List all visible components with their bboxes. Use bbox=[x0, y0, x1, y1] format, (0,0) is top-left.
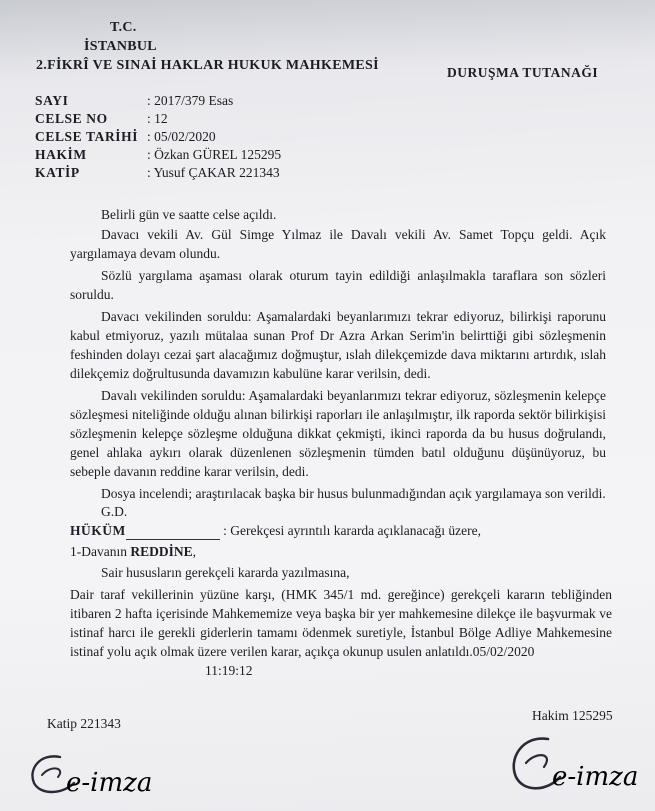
paragraph-final-words: Sözlü yargılama aşaması olarak oturum tayin edildiği anlaşılmakla taraflara son sözleri soruldu. bbox=[70, 268, 606, 302]
hukum-sair: Sair hususların gerekçeli kararda yazılmasına, bbox=[101, 565, 350, 580]
hukum-reason: : Gerekçesi ayrıntılı kararda açıklanacağı üzere, bbox=[223, 523, 481, 538]
paragraph-attendance: Davacı vekili Av. Gül Simge Yılmaz ile Davalı vekili Av. Samet Topçu geldi. Açık yargılamaya devam olundu. bbox=[70, 227, 606, 261]
katip-signature-label: Katip 221343 bbox=[47, 716, 121, 731]
gd-marker: G.D. bbox=[101, 504, 128, 519]
session-body bbox=[70, 205, 606, 503]
hukum-item-prefix: 1-Davanın bbox=[70, 544, 131, 559]
hukum-row bbox=[70, 521, 481, 540]
katip-e-signature-text: e-imza bbox=[66, 768, 153, 798]
hukum-label: HÜKÜM bbox=[70, 523, 126, 538]
header-tc: T.C. bbox=[110, 20, 137, 35]
hukum-item-suffix: , bbox=[192, 544, 196, 559]
meta-label-celse-no: CELSE NO bbox=[35, 111, 108, 126]
hukum-time: 11:19:12 bbox=[205, 663, 253, 678]
hakim-e-signature bbox=[500, 725, 650, 805]
meta-label-katip: KATİP bbox=[35, 165, 80, 180]
hukum-item-1 bbox=[70, 542, 196, 561]
hukum-item-verdict: REDDİNE bbox=[130, 544, 193, 559]
meta-value-celse-tarihi: : 05/02/2020 bbox=[147, 129, 216, 144]
hukum-final bbox=[70, 585, 612, 661]
court-name: 2.FİKRÎ VE SINAİ HAKLAR HUKUK MAHKEMESİ bbox=[36, 58, 379, 73]
meta-label-celse-tarihi: CELSE TARİHİ bbox=[35, 129, 139, 144]
paragraph-opening: Belirli gün ve saatte celse açıldı. bbox=[101, 207, 277, 222]
meta-value-sayi: : 2017/379 Esas bbox=[147, 93, 234, 108]
meta-value-hakim: : Özkan GÜREL 125295 bbox=[147, 147, 282, 162]
paragraph-defendant: Davalı vekilinden soruldu: Aşamalardaki beyanlarımızı tekrar ediyoruz, sözleşmenin kelepçe sözleşmesi niteliğinde olduğu alınan bilirkişi raporları ile anlaşılmıştır, ilk raporda sektör bilirkişisi sözleşmenin kelepçe sözleşme olduğuna dikkat çekmişti, ikinci raporda da bu husus doğrulandı, genel ahlaka aykırı olarak düzenlenen sözleşmenin tümden batıl olduğunu düşünüyoruz, bu sebeple davanın reddine karar verilsin, dedi. bbox=[70, 388, 606, 479]
meta-label-sayi: SAYI bbox=[35, 93, 69, 108]
document-title: DURUŞMA TUTANAĞI bbox=[447, 65, 599, 80]
meta-value-katip: : Yusuf ÇAKAR 221343 bbox=[147, 165, 280, 180]
paragraph-plaintiff: Davacı vekilinden soruldu: Aşamalardaki beyanlarımızı tekrar ediyoruz, bilirkişi raporunu kabul etmiyoruz, yazılı mütalaa sunan Prof Dr Azra Arkan Serim'in belirttiği gibi sözleşmenin feshinden dolayı cezai şart alacağımız doğmuştur, ıslah dilekçemizde dava miktarını artırdık, ıslah dilekçemiz doğrultusunda davamızın kabulüne karar verilsin, dedi. bbox=[70, 309, 606, 381]
hakim-e-signature-text: e-imza bbox=[552, 762, 639, 792]
meta-value-celse-no: : 12 bbox=[147, 111, 168, 126]
hukum-underline bbox=[126, 525, 220, 540]
meta-label-hakim: HAKİM bbox=[35, 147, 87, 162]
hakim-signature-label: Hakim 125295 bbox=[532, 708, 613, 723]
katip-e-signature bbox=[22, 735, 172, 805]
paragraph-closing: Dosya incelendi; araştırılacak başka bir husus bulunmadığından açık yargılamaya son verildi. bbox=[101, 486, 606, 501]
header-city: İSTANBUL bbox=[84, 39, 157, 54]
hukum-final-text: Dair taraf vekillerinin yüzüne karşı, (HMK 345/1 md. gereğince) gerekçeli kararın tebliğinden itibaren 2 hafta içerisinde Mahkememize veya başka bir yer mahkemesine dilekçe ile başvurmak ve istinaf harcı ile gerekli giderlerin tamamı ödenmek suretiyle, İstanbul Bölge Adliye Mahkemesine istinaf yolu açık olmak üzere verilen karar, açıkça okunup usulen anlatıldı.05/02/2020 bbox=[70, 587, 612, 659]
